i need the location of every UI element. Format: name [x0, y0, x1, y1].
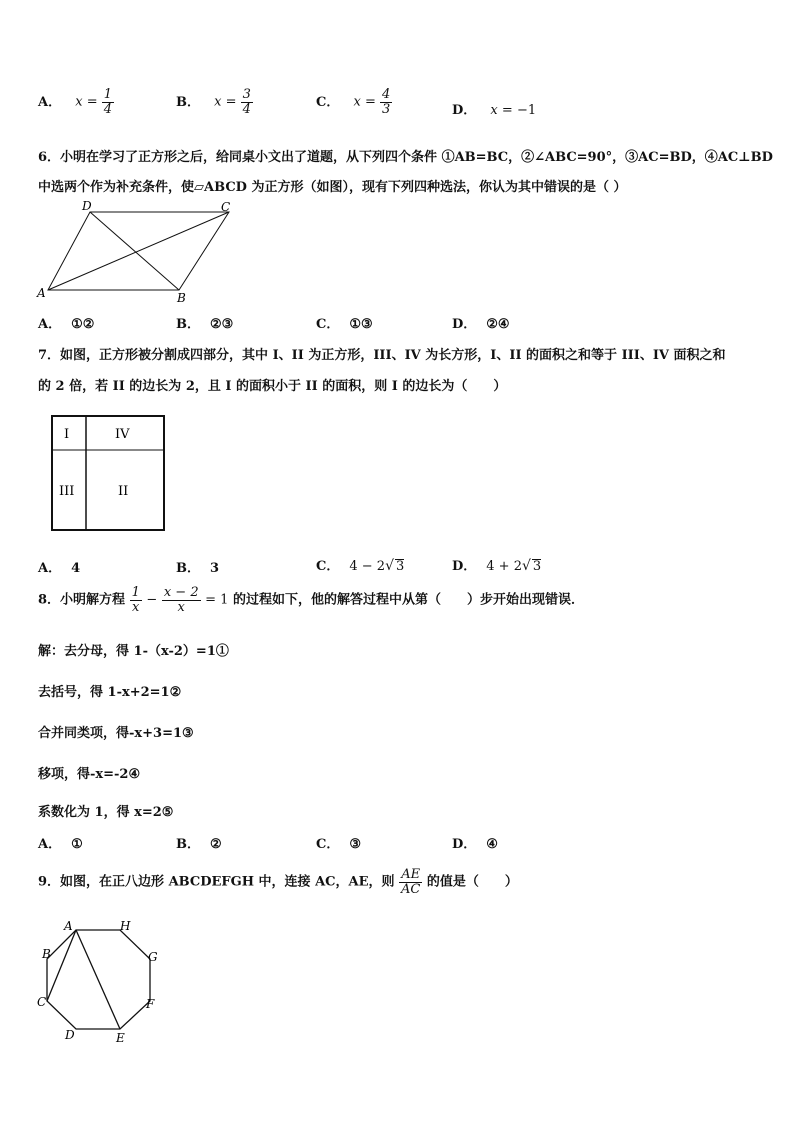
q8-option-b[interactable]: B． ②	[176, 837, 222, 852]
sqrt-icon: √	[521, 558, 531, 574]
q6-parallelogram-figure	[34, 198, 244, 304]
q7-option-b[interactable]: B． 3	[176, 561, 220, 576]
q6-text-line2: 中选两个作为补充条件，使▱ABCD 为正方形（如图），现有下列四种选法，你认为其中错误的是（ ）	[38, 180, 627, 195]
fraction: $\frac{1}{4}$	[103, 87, 113, 117]
q7-option-a[interactable]: A． 4	[38, 561, 81, 576]
q7-label-i: I	[64, 427, 70, 442]
q8-step-4: 移项，得-x=-2④	[38, 767, 141, 782]
q8-option-d[interactable]: D． ④	[452, 837, 498, 852]
q9-intro: 9．如图，在正八边形 ABCDEFGH 中，连接 AC，AE，则 $\frac{AE}{AC}$ 的值是（ ）	[38, 867, 518, 897]
q9-label-h: H	[120, 919, 131, 933]
sqrt-icon: √	[385, 558, 394, 574]
q9-label-c: C	[37, 995, 47, 1009]
q9-label-f: F	[146, 997, 155, 1011]
q9-label-e: E	[116, 1031, 125, 1045]
q8-option-a[interactable]: A． ①	[38, 837, 83, 852]
q7-option-d[interactable]: D． 4 + 2√ 3	[452, 558, 542, 574]
q6-option-b[interactable]: B． ②③	[176, 317, 234, 332]
q7-label-iii: III	[59, 484, 75, 499]
q5-option-c[interactable]: C． x = $\frac{4}{3}$	[316, 87, 391, 117]
q7-label-iv: IV	[115, 427, 130, 442]
q7-label-ii: II	[118, 484, 129, 499]
q8-intro: 8．小明解方程 $\frac{1}{x}$ − $\frac{x - 2}{x}$ = 1 的过程如下，他的解答过程中从第（ ）步开始出现错误．	[38, 585, 584, 615]
q7-square-figure	[50, 414, 168, 534]
q6-label-c: C	[221, 200, 231, 214]
fraction: $\frac{3}{4}$	[242, 87, 251, 117]
q5-option-a[interactable]: A． x = $\frac{1}{4}$	[38, 87, 113, 117]
q5-option-d[interactable]: D． x = −1	[452, 103, 537, 118]
q9-label-g: G	[148, 950, 158, 964]
q7-text-line2: 的 2 倍，若 II 的边长为 2，且 I 的面积小于 II 的面积，则 I 的边长为（ ）	[38, 379, 507, 394]
q8-fraction-1: $\frac{1}{x}$	[131, 585, 140, 615]
q7-option-c[interactable]: C． 4 − 2√ 3	[316, 558, 405, 574]
q8-step-3: 合并同类项，得-x+3=1③	[38, 726, 194, 741]
q8-step-1: 解：去分母，得 1-（x-2）=1①	[38, 644, 229, 659]
q6-text-line1: 6．小明在学习了正方形之后，给同桌小文出了道题，从下列四个条件 ①AB=BC，②∠ABC=90°，③AC=BD，④AC⊥BD	[38, 150, 773, 165]
q9-label-a: A	[64, 919, 73, 933]
q6-label-d: D	[82, 199, 92, 213]
fraction: $\frac{4}{3}$	[382, 87, 391, 117]
q8-fraction-2: $\frac{x - 2}{x}$	[163, 585, 199, 615]
q6-label-b: B	[177, 291, 186, 304]
q8-step-5: 系数化为 1，得 x=2⑤	[38, 805, 174, 820]
q9-label-d: D	[65, 1028, 75, 1042]
q8-option-c[interactable]: C． ③	[316, 837, 362, 852]
q9-octagon-figure	[34, 916, 174, 1046]
q5-option-b[interactable]: B． x = $\frac{3}{4}$	[176, 87, 251, 117]
q7-text-line1: 7．如图，正方形被分割成四部分，其中 I、II 为正方形，III、IV 为长方形，I、II 的面积之和等于 III、IV 面积之和	[38, 348, 726, 363]
q8-step-2: 去括号，得 1-x+2=1②	[38, 685, 182, 700]
q9-label-b: B	[42, 947, 51, 961]
q6-label-a: A	[37, 286, 46, 300]
q9-fraction: $\frac{AE}{AC}$	[401, 867, 421, 897]
q6-option-c[interactable]: C． ①③	[316, 317, 373, 332]
q6-option-a[interactable]: A． ①②	[38, 317, 95, 332]
q6-option-d[interactable]: D． ②④	[452, 317, 510, 332]
